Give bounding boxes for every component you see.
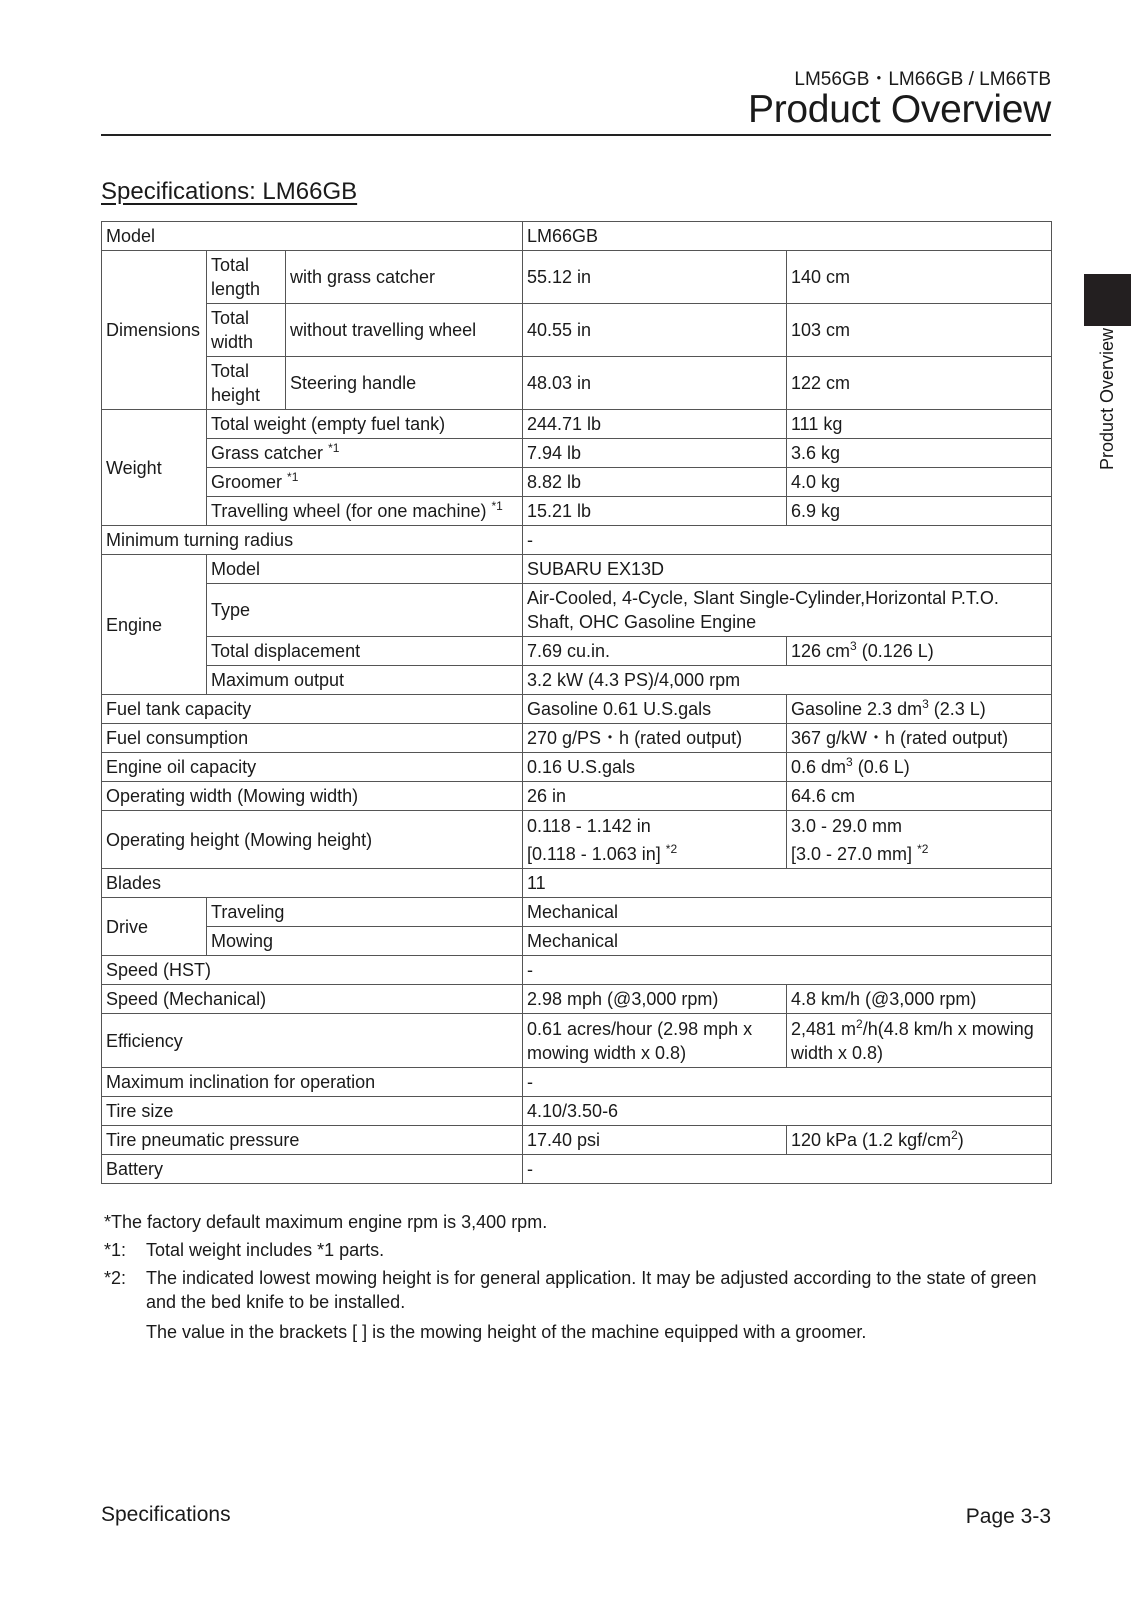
table-row bbox=[102, 1014, 1052, 1068]
table-row bbox=[102, 695, 1052, 724]
table-row bbox=[102, 304, 1052, 357]
cell-value-metric bbox=[787, 1126, 1052, 1155]
cell-label: Traveling bbox=[207, 898, 523, 927]
table-row bbox=[102, 666, 1052, 695]
value-text: ) bbox=[957, 1130, 964, 1150]
value-line bbox=[527, 842, 782, 866]
note-text: *The factory default maximum engine rpm is 3,400 rpm. bbox=[104, 1212, 548, 1232]
table-row bbox=[102, 584, 1052, 637]
cell-value-us: 0.16 U.S.gals bbox=[523, 753, 787, 782]
cell-label: Total displacement bbox=[207, 637, 523, 666]
footnote-marker: *2 bbox=[917, 841, 929, 856]
footer-page-number: Page 3-3 bbox=[965, 1505, 1051, 1528]
page-title: Product Overview bbox=[748, 88, 1051, 131]
cell-label: Efficiency bbox=[102, 1014, 523, 1068]
note-key: *2: bbox=[104, 1268, 127, 1288]
cell-label: Type bbox=[207, 584, 523, 637]
value-text: 126 cm bbox=[791, 641, 851, 661]
cell-value: - bbox=[523, 526, 1052, 555]
table-row bbox=[102, 782, 1052, 811]
table-row bbox=[102, 497, 1052, 526]
header-model-line: LM56GB・LM66GB / LM66TB bbox=[794, 69, 1051, 90]
cell-label: Total length bbox=[207, 251, 286, 304]
table-row bbox=[102, 811, 1052, 869]
cell-label bbox=[207, 439, 523, 468]
cell-value-metric bbox=[787, 753, 1052, 782]
cell-value-us: 270 g/PS・h (rated output) bbox=[523, 724, 787, 753]
footnote-marker: *1 bbox=[491, 499, 503, 513]
superscript: 3 bbox=[850, 639, 857, 653]
table-row bbox=[102, 753, 1052, 782]
cell-sublabel: without travelling wheel bbox=[286, 304, 523, 357]
cell-label: Engine oil capacity bbox=[102, 753, 523, 782]
cell-value-us: 15.21 lb bbox=[523, 497, 787, 526]
note-text: Total weight includes *1 parts. bbox=[146, 1240, 385, 1260]
cell-value-metric: 140 cm bbox=[787, 251, 1052, 304]
cell-label: Operating width (Mowing width) bbox=[102, 782, 523, 811]
cell-label: Tire pneumatic pressure bbox=[102, 1126, 523, 1155]
footer-section: Specifications bbox=[101, 1503, 231, 1526]
cell-value: - bbox=[523, 1068, 1052, 1097]
table-row bbox=[102, 357, 1052, 410]
label-text: Travelling wheel (for one machine) bbox=[211, 501, 487, 521]
footnote-marker: *1 bbox=[328, 441, 340, 455]
cell-value-metric: 3.6 kg bbox=[787, 439, 1052, 468]
cell-label: Total height bbox=[207, 357, 286, 410]
value-text: 2,481 m bbox=[791, 1018, 857, 1039]
cell-value-us: 40.55 in bbox=[523, 304, 787, 357]
table-row bbox=[102, 1155, 1052, 1184]
value-text: /h(4.8 km/h x mowing width x 0.8) bbox=[791, 1018, 1034, 1063]
title-rule bbox=[101, 134, 1051, 136]
table-row bbox=[102, 1068, 1052, 1097]
cell-value: Air-Cooled, 4-Cycle, Slant Single-Cylinder,Horizontal P.T.O. Shaft, OHC Gasoline Engine bbox=[523, 584, 1052, 637]
cell-group: Weight bbox=[102, 410, 207, 526]
cell-label: Operating height (Mowing height) bbox=[102, 811, 523, 869]
table-row bbox=[102, 1126, 1052, 1155]
cell-value-metric: 367 g/kW・h (rated output) bbox=[787, 724, 1052, 753]
cell-group: Engine bbox=[102, 555, 207, 695]
note-key: *1: bbox=[104, 1240, 127, 1260]
cell-value-us: 7.94 lb bbox=[523, 439, 787, 468]
label-text: Groomer bbox=[211, 472, 283, 492]
superscript: 3 bbox=[846, 755, 853, 769]
table-row bbox=[102, 251, 1052, 304]
cell-value-metric: 103 cm bbox=[787, 304, 1052, 357]
cell-sublabel: Steering handle bbox=[286, 357, 523, 410]
cell-value-us: 55.12 in bbox=[523, 251, 787, 304]
table-row bbox=[102, 985, 1052, 1014]
cell-label: Speed (Mechanical) bbox=[102, 985, 523, 1014]
value-text: 0.6 dm bbox=[791, 757, 847, 777]
cell-value: LM66GB bbox=[523, 222, 1052, 251]
value-line: 0.118 - 1.142 in bbox=[527, 815, 651, 836]
cell-label: Model bbox=[102, 222, 523, 251]
cell-value: - bbox=[523, 956, 1052, 985]
table-row bbox=[102, 956, 1052, 985]
cell-value-metric: 64.6 cm bbox=[787, 782, 1052, 811]
table-row bbox=[102, 1097, 1052, 1126]
table-row bbox=[102, 927, 1052, 956]
cell-value-metric bbox=[787, 811, 1052, 869]
note-factory bbox=[104, 1210, 1044, 1234]
cell-label: Tire size bbox=[102, 1097, 523, 1126]
value-text: (0.6 L) bbox=[852, 757, 910, 777]
footnotes bbox=[104, 1210, 1044, 1344]
value-text: Gasoline 2.3 dm bbox=[791, 699, 923, 719]
value-text: 120 kPa (1.2 kgf/cm bbox=[791, 1130, 952, 1150]
superscript: 2 bbox=[951, 1128, 958, 1142]
cell-value-us: 17.40 psi bbox=[523, 1126, 787, 1155]
value-text: (2.3 L) bbox=[928, 699, 986, 719]
cell-value-us: 8.82 lb bbox=[523, 468, 787, 497]
cell-value: Mechanical bbox=[523, 927, 1052, 956]
note-1 bbox=[104, 1238, 1044, 1262]
cell-label: Blades bbox=[102, 869, 523, 898]
cell-value-us: Gasoline 0.61 U.S.gals bbox=[523, 695, 787, 724]
cell-label: Minimum turning radius bbox=[102, 526, 523, 555]
cell-value-metric: 111 kg bbox=[787, 410, 1052, 439]
cell-label: Maximum output bbox=[207, 666, 523, 695]
cell-label: Model bbox=[207, 555, 523, 584]
cell-value-metric bbox=[787, 1014, 1052, 1068]
superscript: 2 bbox=[856, 1016, 863, 1031]
label-text: Grass catcher bbox=[211, 443, 324, 463]
spec-table bbox=[101, 221, 1052, 1184]
cell-value-metric bbox=[787, 695, 1052, 724]
cell-value-us: 7.69 cu.in. bbox=[523, 637, 787, 666]
table-row bbox=[102, 555, 1052, 584]
note-text: The indicated lowest mowing height is for general application. It may be adjusted according to the state of green and the bed knife to be installed. bbox=[146, 1268, 1037, 1312]
cell-value-us: 2.98 mph (@3,000 rpm) bbox=[523, 985, 787, 1014]
table-row bbox=[102, 439, 1052, 468]
superscript: 3 bbox=[922, 697, 929, 711]
section-title: Specifications: LM66GB bbox=[101, 178, 358, 205]
table-row bbox=[102, 222, 1052, 251]
cell-label: Total weight (empty fuel tank) bbox=[207, 410, 523, 439]
table-row bbox=[102, 724, 1052, 753]
cell-label: Maximum inclination for operation bbox=[102, 1068, 523, 1097]
cell-label: Battery bbox=[102, 1155, 523, 1184]
footnote-marker: *1 bbox=[287, 470, 299, 484]
cell-value-us: 0.61 acres/hour (2.98 mph x mowing width x 0.8) bbox=[523, 1014, 787, 1068]
cell-value-us: 244.71 lb bbox=[523, 410, 787, 439]
cell-value-metric bbox=[787, 637, 1052, 666]
cell-sublabel: with grass catcher bbox=[286, 251, 523, 304]
table-row bbox=[102, 637, 1052, 666]
side-tab-marker bbox=[1084, 274, 1131, 326]
cell-label: Fuel consumption bbox=[102, 724, 523, 753]
side-tab-label-text: Product Overview bbox=[1097, 327, 1117, 470]
cell-value: Mechanical bbox=[523, 898, 1052, 927]
value-text: (0.126 L) bbox=[856, 641, 934, 661]
cell-label bbox=[207, 497, 523, 526]
cell-value: SUBARU EX13D bbox=[523, 555, 1052, 584]
note-2 bbox=[104, 1266, 1044, 1314]
footnote-marker: *2 bbox=[665, 841, 678, 856]
cell-label: Mowing bbox=[207, 927, 523, 956]
side-tab-label bbox=[1097, 320, 1123, 480]
value-text: [0.118 - 1.063 in] bbox=[527, 843, 661, 864]
cell-label: Fuel tank capacity bbox=[102, 695, 523, 724]
cell-value-us: 26 in bbox=[523, 782, 787, 811]
cell-value-us: 48.03 in bbox=[523, 357, 787, 410]
cell-label: Total width bbox=[207, 304, 286, 357]
value-line bbox=[791, 842, 1047, 866]
note-2-extra: The value in the brackets [ ] is the mowing height of the machine equipped with a groomer. bbox=[146, 1322, 867, 1342]
cell-group: Drive bbox=[102, 898, 207, 956]
cell-value-metric: 4.0 kg bbox=[787, 468, 1052, 497]
cell-label bbox=[207, 468, 523, 497]
cell-value: 11 bbox=[523, 869, 1052, 898]
value-line: 3.0 - 29.0 mm bbox=[791, 815, 903, 836]
table-row bbox=[102, 898, 1052, 927]
cell-value-metric: 4.8 km/h (@3,000 rpm) bbox=[787, 985, 1052, 1014]
table-row bbox=[102, 869, 1052, 898]
cell-group: Dimensions bbox=[102, 251, 207, 410]
cell-label: Speed (HST) bbox=[102, 956, 523, 985]
table-row bbox=[102, 468, 1052, 497]
cell-value-metric: 122 cm bbox=[787, 357, 1052, 410]
cell-value-metric: 6.9 kg bbox=[787, 497, 1052, 526]
table-row bbox=[102, 526, 1052, 555]
table-row bbox=[102, 410, 1052, 439]
value-text: [3.0 - 27.0 mm] bbox=[791, 843, 913, 864]
cell-value: 3.2 kW (4.3 PS)/4,000 rpm bbox=[523, 666, 1052, 695]
cell-value-us bbox=[523, 811, 787, 869]
cell-value: 4.10/3.50-6 bbox=[523, 1097, 1052, 1126]
cell-value: - bbox=[523, 1155, 1052, 1184]
